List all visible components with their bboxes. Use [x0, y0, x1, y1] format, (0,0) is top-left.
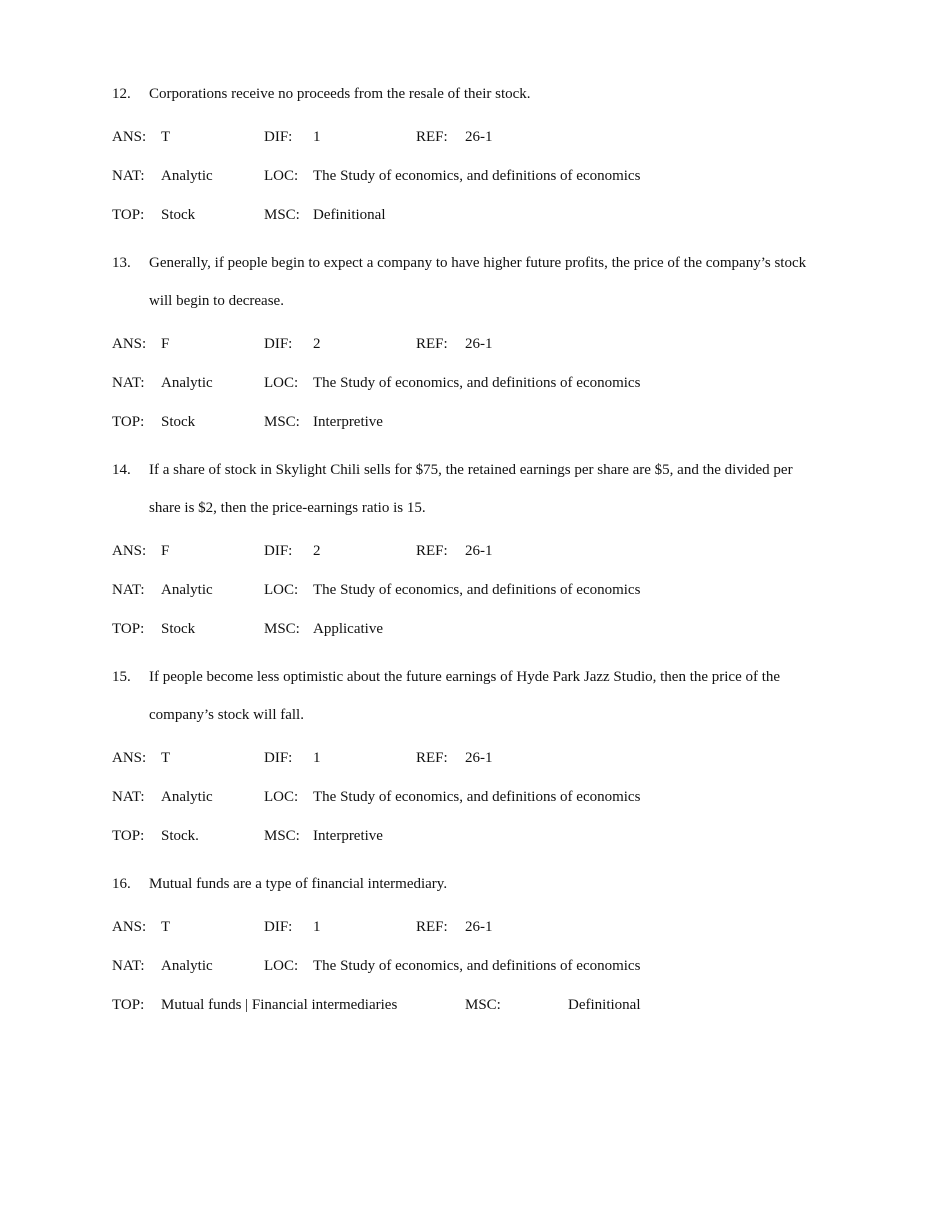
dif-value: 1	[313, 919, 321, 935]
msc-label: MSC:	[264, 621, 300, 637]
question-text: share is $2, then the price-earnings ratio is 15.	[149, 500, 426, 516]
loc-value: The Study of economics, and definitions of economics	[313, 958, 641, 974]
ans-label: ANS:	[112, 336, 147, 352]
loc-label: LOC:	[264, 168, 299, 184]
msc-label: MSC:	[465, 997, 501, 1013]
nat-label: NAT:	[112, 958, 145, 974]
dif-value: 2	[313, 336, 321, 352]
ref-label: REF:	[416, 543, 448, 559]
msc-value: Definitional	[568, 997, 641, 1013]
top-value: Stock.	[161, 828, 199, 844]
question-number: 16.	[112, 876, 131, 892]
dif-value: 1	[313, 750, 321, 766]
dif-value: 1	[313, 129, 321, 145]
loc-label: LOC:	[264, 958, 299, 974]
ref-value: 26-1	[465, 543, 493, 559]
nat-label: NAT:	[112, 375, 145, 391]
ans-label: ANS:	[112, 750, 147, 766]
ans-value: T	[161, 129, 171, 145]
dif-value: 2	[313, 543, 321, 559]
question-text: will begin to decrease.	[149, 293, 284, 309]
msc-label: MSC:	[264, 828, 300, 844]
ans-label: ANS:	[112, 129, 147, 145]
dif-label: DIF:	[264, 750, 293, 766]
msc-value: Interpretive	[313, 828, 383, 844]
msc-label: MSC:	[264, 414, 300, 430]
ref-label: REF:	[416, 129, 448, 145]
nat-value: Analytic	[161, 958, 213, 974]
msc-value: Applicative	[313, 621, 383, 637]
ans-value: F	[161, 336, 170, 352]
msc-value: Definitional	[313, 207, 386, 223]
loc-value: The Study of economics, and definitions of economics	[313, 375, 641, 391]
question-text: Generally, if people begin to expect a company to have higher future profits, the price of the company’s stock	[149, 255, 807, 271]
top-value: Mutual funds | Financial intermediaries	[161, 997, 398, 1013]
top-label: TOP:	[112, 207, 145, 223]
msc-label: MSC:	[264, 207, 300, 223]
ref-value: 26-1	[465, 336, 493, 352]
nat-label: NAT:	[112, 582, 145, 598]
nat-label: NAT:	[112, 168, 145, 184]
ref-value: 26-1	[465, 919, 493, 935]
question-text: Corporations receive no proceeds from the resale of their stock.	[149, 86, 531, 102]
msc-value: Interpretive	[313, 414, 383, 430]
loc-label: LOC:	[264, 582, 299, 598]
ans-value: T	[161, 919, 171, 935]
top-label: TOP:	[112, 621, 145, 637]
loc-label: LOC:	[264, 375, 299, 391]
top-value: Stock	[161, 621, 196, 637]
nat-value: Analytic	[161, 789, 213, 805]
nat-value: Analytic	[161, 582, 213, 598]
ans-value: F	[161, 543, 170, 559]
question-number: 14.	[112, 462, 131, 478]
question-number: 13.	[112, 255, 131, 271]
ans-value: T	[161, 750, 171, 766]
dif-label: DIF:	[264, 543, 293, 559]
question-number: 15.	[112, 669, 131, 685]
ref-label: REF:	[416, 919, 448, 935]
loc-label: LOC:	[264, 789, 299, 805]
question-text: If people become less optimistic about the future earnings of Hyde Park Jazz Studio, then the price of the	[149, 669, 781, 685]
top-value: Stock	[161, 414, 196, 430]
nat-value: Analytic	[161, 168, 213, 184]
ref-label: REF:	[416, 750, 448, 766]
dif-label: DIF:	[264, 919, 293, 935]
top-label: TOP:	[112, 997, 145, 1013]
question-text: company’s stock will fall.	[149, 707, 304, 723]
top-label: TOP:	[112, 828, 145, 844]
ref-value: 26-1	[465, 750, 493, 766]
ans-label: ANS:	[112, 919, 147, 935]
ref-value: 26-1	[465, 129, 493, 145]
loc-value: The Study of economics, and definitions of economics	[313, 168, 641, 184]
question-number: 12.	[112, 86, 131, 102]
dif-label: DIF:	[264, 129, 293, 145]
question-text: If a share of stock in Skylight Chili sells for $75, the retained earnings per share are $5, and the divided per	[149, 462, 793, 478]
top-value: Stock	[161, 207, 196, 223]
top-label: TOP:	[112, 414, 145, 430]
ans-label: ANS:	[112, 543, 147, 559]
nat-label: NAT:	[112, 789, 145, 805]
loc-value: The Study of economics, and definitions of economics	[313, 789, 641, 805]
nat-value: Analytic	[161, 375, 213, 391]
question-text: Mutual funds are a type of financial intermediary.	[149, 876, 448, 892]
dif-label: DIF:	[264, 336, 293, 352]
ref-label: REF:	[416, 336, 448, 352]
loc-value: The Study of economics, and definitions of economics	[313, 582, 641, 598]
